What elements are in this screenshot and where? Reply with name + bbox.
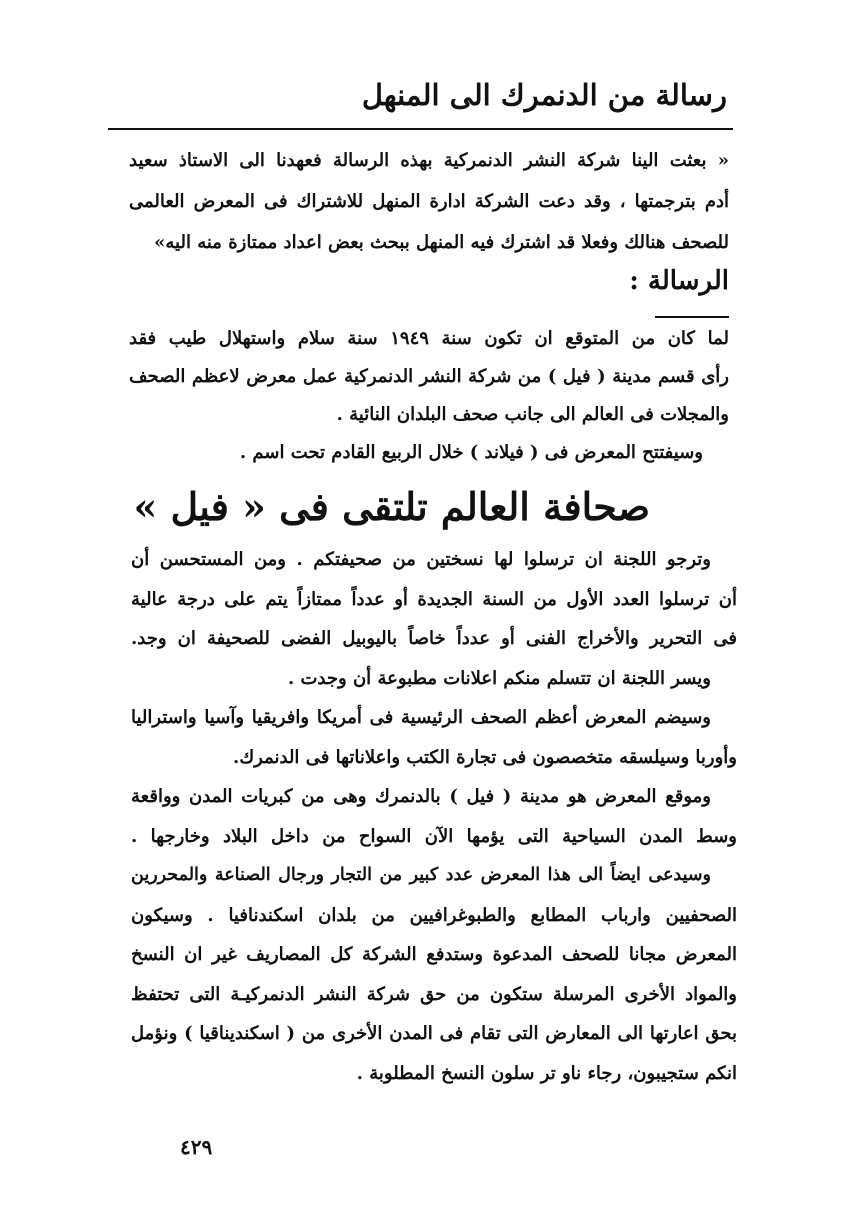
section-label: الرسالة :	[629, 266, 729, 296]
body-line: الصحفيين وارباب المطابع والطبوغرافيين من بلدان اسكندنافيا . وسيكون	[131, 904, 737, 926]
body-line: المعرض مجانا للصحف المدعوة وستدفع الشركة كل المصاريف غير ان النسخ	[131, 944, 737, 965]
body-line: بحق اعارتها الى المعارض التى تقام فى المدن الأخرى من ( اسكنديناقيا ) ونؤمل	[131, 1023, 737, 1044]
letter-line: رأى قسم مدينة ( فيل ) من شركة النشر الدنمركية عمل معرض لاعظم الصحف	[129, 366, 729, 387]
page-number: ٤٢٩	[180, 1135, 213, 1159]
body-line: والمواد الأخرى المرسلة ستكون من حق شركة النشر الدنمركيـة التى تحتفظ	[131, 983, 737, 1005]
letter-line: لما كان من المتوقع ان تكون سنة ١٩٤٩ سنة سلام واستهلال طيب فقد	[129, 328, 730, 349]
letter-line: والمجلات فى العالم الى جانب صحف البلدان النائية .	[336, 404, 729, 425]
body-line: وموقع المعرض هو مدينة ( فيل ) بالدنمرك وهى من كبريات المدن وواقعة	[131, 786, 711, 807]
body-line: أن ترسلوا العدد الأول من السنة الجديدة أو عدداً ممتازاً يتم على درجة عالية	[131, 588, 737, 610]
intro-paragraph	[129, 140, 729, 263]
body-line: فى التحرير والأخراج الفنى أو عدداً خاصاً بالیوبیل الفضى للصحيفة ان وجد.	[131, 628, 737, 649]
intro-line: « بعثت الينا شركة النشر الدنمركية بهذه الرسالة فعهدنا الى الاستاذ سعيد	[129, 150, 729, 171]
section-underline	[655, 316, 729, 318]
body-line: وترجو اللجنة ان ترسلوا لها نسختين من صحيفتكم . ومن المستحسن أن	[131, 549, 711, 570]
body-line: ويسر اللجنة ان تتسلم منكم اعلانات مطبوعة أن وجدت .	[287, 667, 711, 689]
body-line: وسط المدن السياحية التى يؤمها الآن السواح من داخل البلاد وخارجها .	[131, 825, 737, 847]
body-line: انكم ستجيبون، رجاء ناو تر سلون النسخ المطلوبة .	[356, 1062, 737, 1084]
page-header-title: رسالة من الدنمرك الى المنهل	[361, 78, 727, 112]
letter-line: وسيفتتح المعرض فى ( فيلاند ) خلال الربيع القادم تحت اسم .	[239, 442, 703, 463]
intro-line: أدم بترجمتها ، وقد دعت الشركة ادارة المنهل للاشتراك فى المعرض العالمى	[129, 191, 729, 212]
body-line: وأوربا وسيلسقه متخصصون فى تجارة الكتب واعلاناتها فى الدنمرك.	[233, 746, 737, 768]
header-divider	[108, 128, 733, 130]
exhibition-headline: صحافة العالم تلتقى فى « فيل »	[133, 484, 650, 529]
letter-opening-paragraph	[129, 320, 729, 472]
intro-line: للصحف هنالك وفعلا قد اشترك فيه المنهل ببحث بعض اعداد ممتازة منه اليه»	[154, 232, 729, 253]
body-line: وسيضم المعرض أعظم الصحف الرئيسية فى أمريكا وافريقيا وآسيا واستراليا	[131, 707, 711, 728]
letter-body	[131, 540, 737, 1093]
body-line: وسيدعى ايضاً الى هذا المعرض عدد كبير من التجار ورجال الصناعة والمحررين	[131, 865, 711, 885]
